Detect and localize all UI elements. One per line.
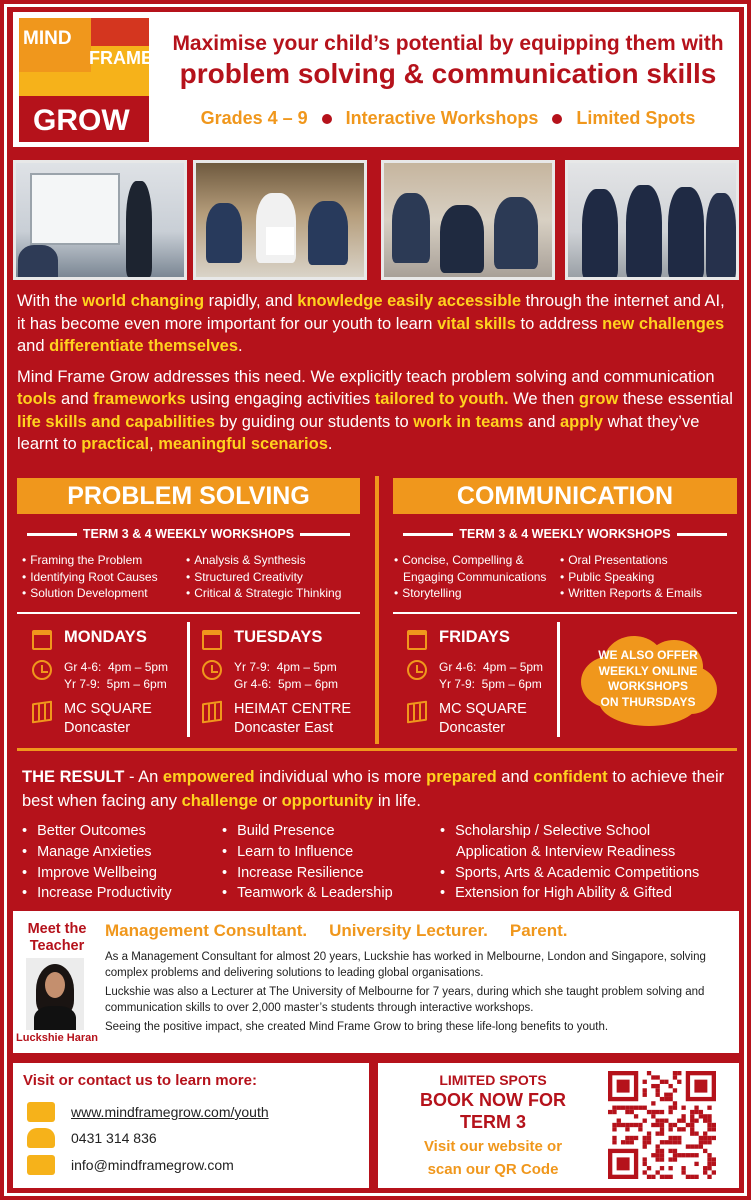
photo-strip [13,160,739,280]
photo-students-standing [565,160,739,280]
highlighted-phrase: apply [559,412,604,431]
map-icon [407,701,427,724]
list-item: Engaging Communications [403,569,547,584]
teacher-name: Luckshie Haran [16,1032,98,1044]
highlighted-phrase: differentiate themselves [49,337,239,355]
highlighted-phrase: work in teams [413,412,524,431]
booking-panel [378,1063,739,1188]
schedule-separator [557,622,560,737]
email-address[interactable]: info@mindframegrow.com [71,1157,234,1173]
teacher-bio: As a Management Consultant for almost 20 years, Luckshie has worked in Melbourne, London and Singapore, solving complex problems and delivering solutions to leading global organisations. Luckshie was also a Lecturer at The University of Melbourne for 7 years, during which she taught problem solving and communication skills to over 2,000 master’s students through interactive workshops. Seeing the positive impact, she created Mind Frame Grow to bring these life-long benefits to youth. [105,951,706,1033]
communication-banner: COMMUNICATION [393,478,737,514]
text-run: through the internet and AI, it has become even more important for our youth to learn [17,292,725,333]
communication-topics-col1 [394,552,546,602]
list-item: • Extension for High Ability & Gifted [440,883,699,904]
result-heading: THE RESULT [22,768,125,786]
schedule-location: MC SQUARE Doncaster [439,701,527,736]
text-run: . [238,337,243,355]
schedule-day: FRIDAYS [439,628,510,646]
tag-workshops: Interactive Workshops [345,108,539,128]
communication-topics-col2 [560,552,702,602]
list-item: • Concise, Compelling & [394,552,546,569]
highlighted-phrase: challenge [181,791,258,810]
benefits-col2 [222,821,393,904]
list-item: • Critical & Strategic Thinking [186,585,341,602]
phone-icon [27,1128,55,1148]
problem-solving-banner: PROBLEM SOLVING [17,478,360,514]
list-item: • Increase Productivity [22,883,172,904]
tag-spots: Limited Spots [576,108,696,128]
teacher-panel [13,911,739,1053]
text-run: and [56,390,94,408]
highlighted-phrase: knowledge easily accessible [297,292,522,310]
text-run: using engaging activities [185,390,375,408]
schedule-location: MC SQUARE Doncaster [64,701,152,736]
highlighted-phrase: new challenges [602,314,725,333]
photo-group-table [193,160,367,280]
list-item: • Public Speaking [560,569,702,586]
list-item: • Scholarship / Selective School [440,821,699,842]
result-statement [22,766,732,813]
list-item: • Structured Creativity [186,569,341,586]
website-icon [27,1102,55,1122]
highlighted-phrase: confident [533,768,608,786]
communication-term-heading: TERM 3 & 4 WEEKLY WORKSHOPS [393,527,737,541]
highlighted-phrase: meaningful scenarios [158,435,328,453]
clock-icon [407,660,427,680]
schedule-times: Gr 4-6: 4pm – 5pm Yr 7-9: 5pm – 6pm [439,660,544,691]
clock-icon [202,660,222,680]
headline-line-2: problem solving & communication skills [179,58,717,89]
highlighted-phrase: tailored to youth. [374,390,509,408]
list-item: • Analysis & Synthesis [186,552,341,569]
email-icon [27,1155,55,1175]
tagline [153,108,743,129]
highlighted-phrase: life skills and capabilities [17,412,216,431]
schedule-location: HEIMAT CENTRE Doncaster East [234,701,352,736]
text-run: or [257,791,282,810]
text-run: and [17,337,50,355]
intro-paragraph-2 [17,366,737,456]
intro-paragraph-1 [17,290,737,358]
list-item: • Increase Resilience [222,863,393,884]
map-icon [202,701,222,724]
list-item: • Written Reports & Emails [560,585,702,602]
text-run: and [496,768,534,786]
text-run: rapidly, and [204,292,298,310]
calendar-icon [202,630,222,650]
highlighted-phrase: grow [578,390,619,408]
header-panel [13,12,739,147]
text-run: these essential [618,390,733,408]
list-item: • Improve Wellbeing [22,863,172,884]
website-link[interactable]: www.mindframegrow.com/youth [71,1104,269,1120]
schedule-times: Yr 7-9: 4pm – 5pm Gr 4-6: 5pm – 6pm [234,660,339,691]
highlighted-phrase: opportunity [281,791,374,810]
schedule-separator [187,622,190,737]
list-item: • Solution Development [22,585,158,602]
text-run: to achieve their best when facing any [22,768,725,810]
list-item: • Storytelling [394,585,546,602]
text-run: Mind Frame Grow addresses this need. We explicitly teach problem solving and communication [17,367,715,386]
result-divider [17,748,737,751]
highlighted-phrase: vital skills [437,314,516,333]
text-run: individual who is more [254,768,427,786]
highlighted-phrase: frameworks [93,390,186,408]
text-run: . [327,435,333,453]
list-item: • Build Presence [222,821,393,842]
text-run: and [523,412,560,431]
qr-code-icon[interactable] [608,1071,716,1179]
text-run: in life. [373,791,421,810]
phone-number[interactable]: 0431 314 836 [71,1130,157,1146]
problem-term-heading: TERM 3 & 4 WEEKLY WORKSHOPS [17,527,360,541]
text-run: - An [124,768,163,786]
problem-topics-col1 [22,552,158,602]
headline-line-1: Maximise your child’s potential by equipping them with [172,32,724,55]
text-run: With the [17,292,83,310]
list-item: • Framing the Problem [22,552,158,569]
list-item: • Sports, Arts & Academic Competitions [440,863,699,884]
highlighted-phrase: tools [17,390,57,408]
problem-topics-col2 [186,552,341,602]
schedule-day: TUESDAYS [234,628,323,646]
highlighted-phrase: world changing [82,292,205,310]
text-run: to address [515,314,603,333]
benefits-col3 [440,821,699,904]
contact-panel [13,1063,369,1188]
mind-frame-grow-logo[interactable]: MIND FRAME GROW [19,18,149,142]
text-run: We then [508,390,579,408]
problem-separator [17,612,360,614]
text-run: by guiding our students to [215,412,414,431]
schedule-times: Gr 4-6: 4pm – 5pm Yr 7-9: 5pm – 6pm [64,660,169,691]
list-item: • Identifying Root Causes [22,569,158,586]
list-item: • Oral Presentations [560,552,702,569]
communication-separator [393,612,737,614]
list-item: • Learn to Influence [222,842,393,863]
intro-text [17,290,737,464]
calendar-icon [407,630,427,650]
meet-the-teacher-label: Meet the Teacher [27,921,87,954]
clock-icon [32,660,52,680]
schedule-day: MONDAYS [64,628,147,646]
benefits-col1 [22,821,172,904]
highlighted-phrase: practical [81,435,150,453]
bullet-dot-icon [322,114,332,124]
online-workshops-cloud [573,630,723,730]
photo-teacher-whiteboard [13,160,187,280]
list-item: • Manage Anxieties [22,842,172,863]
contact-title: Visit or contact us to learn more: [23,1072,257,1089]
calendar-icon [32,630,52,650]
list-item: • Teamwork & Leadership [222,883,393,904]
text-run: what they’ve learnt to [17,412,700,453]
text-run: , [149,435,159,453]
list-item: • Better Outcomes [22,821,172,842]
list-item: Application & Interview Readiness [456,843,676,860]
online-workshops-text: WE ALSO OFFER WEEKLY ONLINE WORKSHOPS ON THURSDAYS [598,648,698,709]
map-icon [32,701,52,724]
bullet-dot-icon [552,114,562,124]
section-divider [375,476,379,744]
tag-grades: Grades 4 – 9 [200,108,308,128]
teacher-photo [26,958,84,1030]
teacher-roles: Management Consultant. University Lecturer. Parent. [105,921,568,940]
highlighted-phrase: prepared [426,768,497,786]
highlighted-phrase: empowered [162,768,255,786]
booking-text: LIMITED SPOTS BOOK NOW FOR TERM 3 Visit our website or scan our QR Code [420,1072,566,1178]
photo-students-laptop [381,160,555,280]
